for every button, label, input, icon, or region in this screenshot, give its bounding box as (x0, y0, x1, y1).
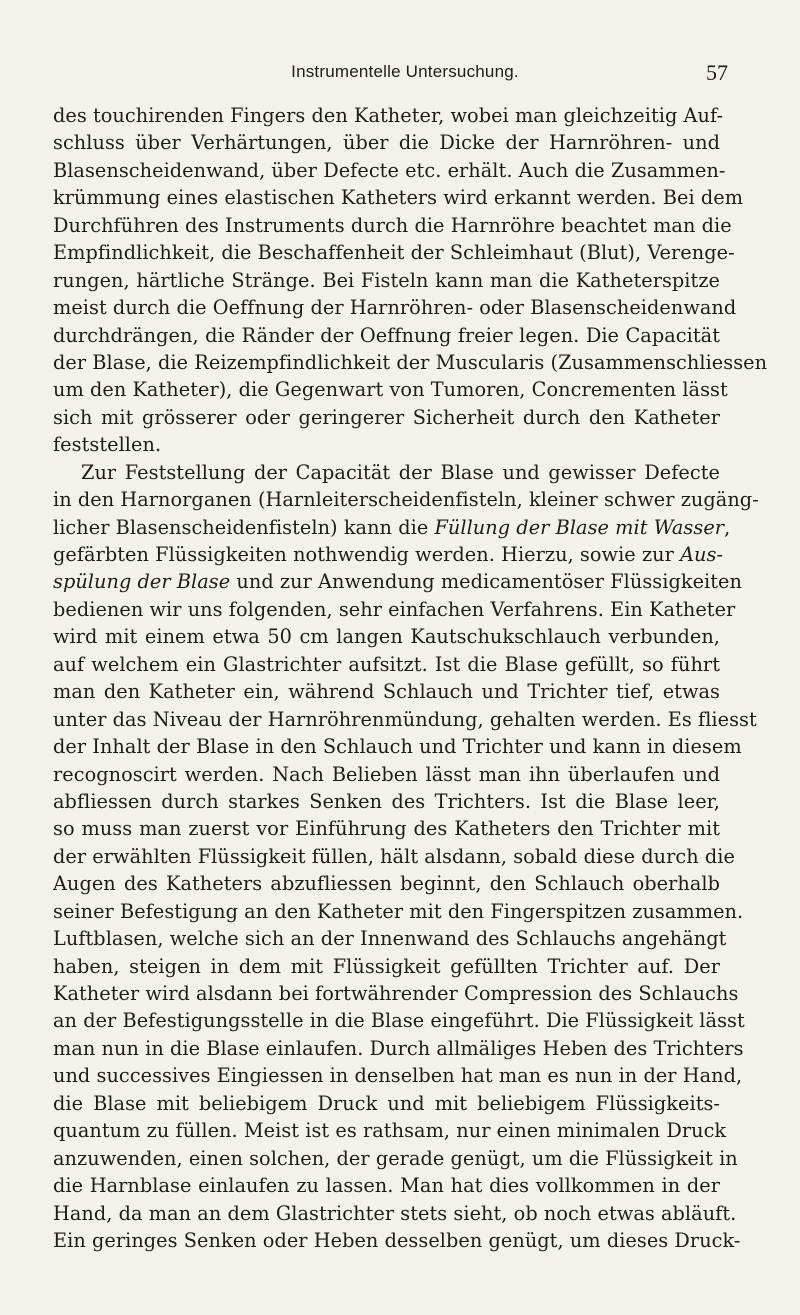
text-line: um den Katheter), die Gegenwart von Tumoren, Concrementen lässt (53, 378, 728, 402)
page-number: 57 (706, 60, 728, 85)
text-line: die Harnblase einlaufen zu lassen. Man hat dies vollkommen in der (53, 1174, 720, 1198)
text-line: die Blase mit beliebigem Druck und mit beliebigem Flüssigkeits- (53, 1091, 720, 1115)
text-line: quantum zu füllen. Meist ist es rathsam, nur einen minimalen Druck (53, 1119, 727, 1143)
text-line: sich mit grösserer oder geringerer Sicherheit durch den Katheter (53, 405, 720, 429)
text-line: anzuwenden, einen solchen, der gerade genügt, um die Flüssigkeit in (53, 1146, 738, 1170)
text-line: Luftblasen, welche sich an der Innenwand des Schlauchs angehängt (53, 927, 727, 951)
text-line: spülung der Blase und zur Anwendung medicamentöser Flüssigkeiten (53, 570, 742, 594)
text-line: seiner Befestigung an den Katheter mit den Fingerspitzen zusammen. (53, 899, 744, 923)
text-line: auf welchem ein Glastrichter aufsitzt. Ist die Blase gefüllt, so führt (53, 652, 720, 676)
text-line: abfliessen durch starkes Senken des Trichters. Ist die Blase leer, (53, 789, 720, 813)
text-line: recognoscirt werden. Nach Belieben lässt man ihn überlaufen und (53, 762, 720, 786)
text-line: bedienen wir uns folgenden, sehr einfachen Verfahrens. Ein Katheter (53, 597, 736, 621)
paragraph-1 (53, 102, 768, 459)
text-line: an der Befestigungsstelle in die Blase eingeführt. Die Flüssigkeit lässt (53, 1009, 745, 1033)
text-line: man den Katheter ein, während Schlauch und Trichter tief, etwas (53, 680, 720, 704)
text-line: schluss über Verhärtungen, über die Dicke der Harnröhren- und (53, 131, 720, 155)
text-line: Katheter wird alsdann bei fortwährender Compression des Schlauchs (53, 982, 739, 1005)
text-line: Hand, da man an dem Glastrichter stets sieht, ob noch etwas abläuft. (53, 1201, 737, 1225)
text-line: meist durch die Oeffnung der Harnröhren- oder Blasenscheidenwand (53, 296, 737, 320)
text-line: licher Blasenscheidenfisteln) kann die Füllung der Blase mit Wasser, (53, 515, 731, 539)
text-line: krümmung eines elastischen Katheters wird erkannt werden. Bei dem (53, 186, 744, 210)
page-header (90, 60, 728, 90)
text-line: in den Harnorganen (Harnleiterscheidenfisteln, kleiner schwer zugäng- (53, 488, 759, 512)
text-line: rungen, härtliche Stränge. Bei Fisteln kann man die Katheterspitze (53, 268, 720, 292)
text-line: Ein geringes Senken oder Heben desselben genügt, um dieses Druck- (53, 1228, 741, 1252)
text-line: der Blase, die Reizempfindlichkeit der Muscularis (Zusammenschliessen (53, 350, 768, 374)
text-line: durchdrängen, die Ränder der Oeffnung freier legen. Die Capacität (53, 323, 720, 347)
text-line: Zur Feststellung der Capacität der Blase und gewisser Defecte (81, 460, 720, 484)
text-line: und successives Eingiessen in denselben hat man es nun in der Hand, (53, 1064, 743, 1088)
body-text (53, 102, 768, 1254)
text-line: so muss man zuerst vor Einführung des Katheters den Trichter mit (53, 817, 720, 841)
text-line: des touchirenden Fingers den Katheter, wobei man gleichzeitig Auf- (53, 104, 724, 127)
text-line: wird mit einem etwa 50 cm langen Kautschukschlauch verbunden, (53, 625, 720, 649)
text-line: unter das Niveau der Harnröhrenmündung, gehalten werden. Es fliesst (53, 707, 757, 731)
text-line: feststellen. (53, 433, 162, 457)
text-line: gefärbten Flüssigkeiten nothwendig werden. Hierzu, sowie zur Aus- (53, 543, 724, 566)
running-title: Instrumentelle Untersuchung. (291, 62, 519, 81)
text-line: haben, steigen in dem mit Flüssigkeit gefüllten Trichter auf. Der (53, 954, 720, 978)
text-line: man nun in die Blase einlaufen. Durch allmäliges Heben des Trichters (53, 1036, 744, 1060)
text-line: der erwählten Flüssigkeit füllen, hält alsdann, sobald diese durch die (53, 844, 735, 868)
paragraph-2 (53, 459, 759, 1255)
text-line: Empfindlichkeit, die Beschaffenheit der Schleimhaut (Blut), Verenge- (53, 241, 735, 265)
text-line: Augen des Katheters abzufliessen beginnt, den Schlauch oberhalb (53, 872, 720, 896)
text-line: Durchführen des Instruments durch die Harnröhre beachtet man die (53, 213, 732, 237)
text-line: Blasenscheidenwand, über Defecte etc. erhält. Auch die Zusammen- (53, 158, 726, 182)
text-line: der Inhalt der Blase in den Schlauch und Trichter und kann in diesem (53, 735, 742, 759)
